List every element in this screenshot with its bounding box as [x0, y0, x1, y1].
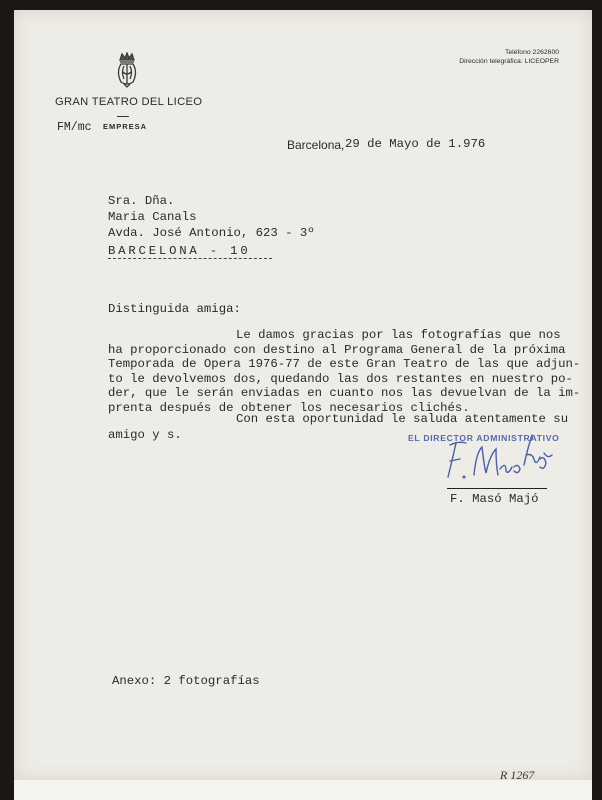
- letter-body: [108, 328, 580, 416]
- body-line: Temporada de Opera 1976-77 de este Gran Teatro de las que adjun-: [108, 357, 581, 372]
- signer-name: F. Masó Majó: [450, 492, 539, 506]
- theatre-crest-logo: [112, 52, 142, 88]
- letter-date: 29 de Mayo de 1.976: [345, 137, 486, 151]
- letterhead-name: GRAN TEATRO DEL LICEO: [55, 96, 203, 108]
- signature-line: [447, 488, 547, 489]
- recipient-title: Sra. Dña.: [108, 194, 175, 208]
- letterhead-phone: Teléfono 2262600: [504, 49, 559, 56]
- body-line: Le damos gracias por las fotografías que nos: [236, 328, 561, 342]
- enclosure-note: Anexo: 2 fotografías: [112, 674, 260, 688]
- bottom-margin-strip: [14, 780, 592, 800]
- reference-initials: FM/mc: [57, 121, 92, 134]
- director-stamp: EL DIRECTOR ADMINISTRATIVO: [408, 433, 560, 443]
- recipient-city: BARCELONA - 10: [108, 244, 251, 258]
- body-line: der, que le serán enviadas en cuanto nos las devuelvan de la im-: [108, 386, 581, 401]
- handwritten-signature: [440, 425, 560, 491]
- archive-mark: R 1267: [500, 768, 535, 782]
- recipient-name: Maria Canals: [108, 210, 197, 224]
- salutation: Distinguida amiga:: [108, 302, 241, 316]
- body-line: prenta después de obtener los necesarios clichés.: [108, 400, 470, 415]
- letterhead-department: EMPRESA: [103, 122, 148, 131]
- recipient-city-underline: [108, 258, 272, 259]
- body-line: ha proporcionado con destino al Programa General de la próxima: [108, 342, 566, 357]
- letterhead-divider: [117, 116, 129, 117]
- date-city: Barcelona,: [287, 138, 345, 152]
- closing-end: amigo y s.: [108, 428, 182, 442]
- recipient-street: Avda. José Antonio, 623 - 3º: [108, 226, 315, 240]
- body-line: to le devolvemos dos, quedando las dos restantes en nuestro po-: [108, 371, 573, 386]
- closing-line: Con esta oportunidad le saluda atentamente su: [236, 412, 569, 426]
- letterhead-telegraphic: Dirección telegráfica: LICEOPER: [459, 58, 559, 65]
